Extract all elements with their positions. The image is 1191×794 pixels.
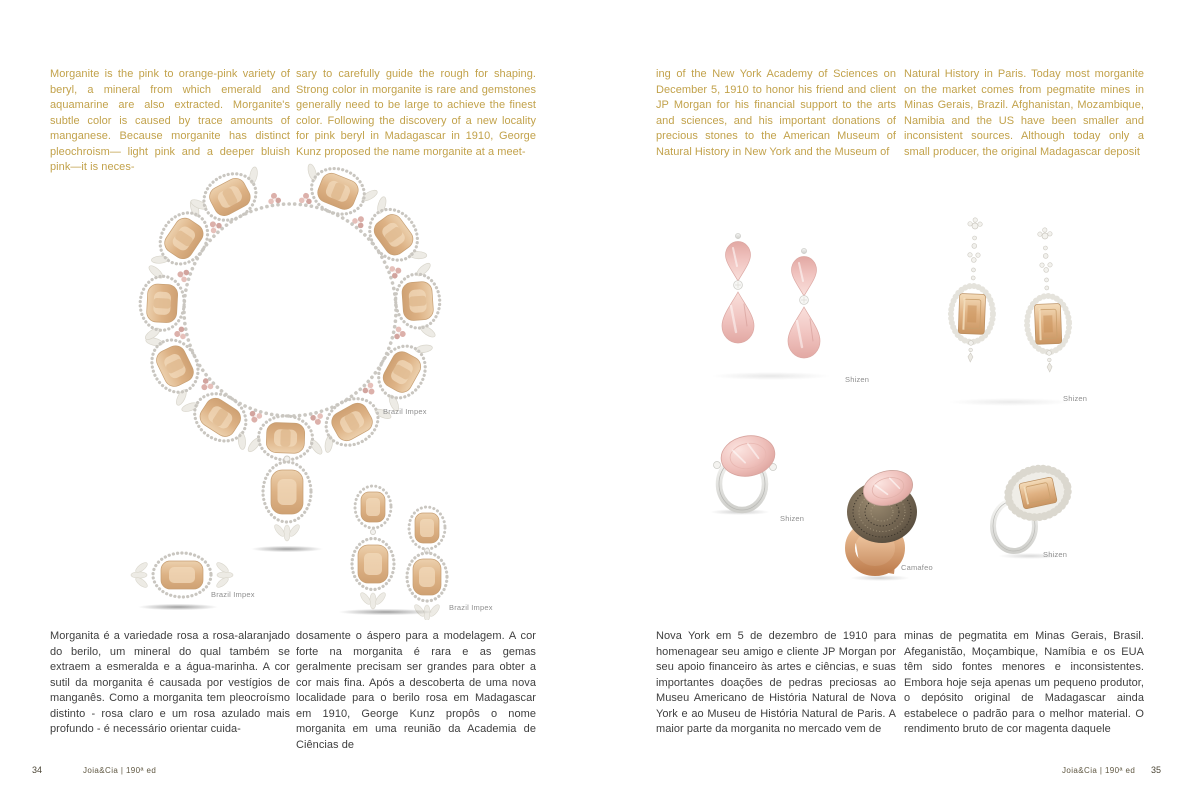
portuguese-text-left-col1: Morganita é a variedade rosa a rosa-alaranjado do berilo, um mineral do qual também se extraem a esmeralda e a água-marinha. A cor sutil da morganita é causada por vestígios de manganês. Como a morganita tem pleocroísmo distinto - rosa claro e um rosa azulado mais profundo - é necessário orientar cuida- xyxy=(50,630,290,735)
pink-drop-earrings-photo xyxy=(672,214,852,389)
credit-halo-ring: Shizen xyxy=(1043,550,1068,559)
english-text-right-col2: Natural History in Paris. Today most morganite on the market comes from pegmatite mines in Minas Gerais, Brazil. Afghanistan, Mozambique, Namibia and the US have been smaller and inconsistent sources. Although today only a small producer, the original Madagascar deposit xyxy=(904,68,1144,158)
credit-necklace: Brazil Impex xyxy=(383,407,427,416)
credit-pave-dome-ring: Camafeo xyxy=(901,563,933,572)
credit-champagne-drop-earrings: Shizen xyxy=(1063,394,1088,403)
credit-earrings: Brazil Impex xyxy=(449,603,493,612)
english-text-left-col2: sary to carefully guide the rough for shaping. Strong color in morganite is rare and gemstones generally need to be large to achieve the finest color. Following the discovery of a new locality for pink beryl in Madagascar in 1910, George Kunz proposed the name morganite at a meet- xyxy=(296,68,536,158)
earring-left xyxy=(352,486,394,609)
pink-oval-ring-photo xyxy=(692,424,805,524)
necklace-strand xyxy=(184,204,396,416)
bracelet-element xyxy=(131,553,233,610)
credit-pink-oval-ring: Shizen xyxy=(780,514,805,523)
earring-right xyxy=(407,507,447,620)
champagne-drop-earrings-photo xyxy=(935,212,1095,412)
footer-right: Joia&Cia | 190ª ed xyxy=(1062,766,1136,775)
page-number-right: 35 xyxy=(1151,765,1162,775)
credit-pink-drop-earrings: Shizen xyxy=(845,375,870,384)
credit-bracelet: Brazil Impex xyxy=(211,590,255,599)
portuguese-text-left-col2: dosamente o áspero para a modelagem. A cor forte na morganita é rara e as gemas geralmente precisam ser grandes para obter a cor mais fina. Após a descoberta de uma nova localidade para o berilo rosa em Madagascar em 1910, George Kunz propôs o nome morganita em uma reunião da Academia de Ciências de xyxy=(296,630,536,751)
footer-left: Joia&Cia | 190ª ed xyxy=(83,766,157,775)
halo-ring-photo xyxy=(972,448,1092,563)
portuguese-text-right-col1: Nova York em 5 de dezembro de 1910 para homenagear seu amigo e cliente JP Morgan por seu apoio financeiro às artes e ciências, e suas importantes doações de pedras preciosas ao Museu Americano de História Natural de Nova York e ao Museu de História Natural de Paris. A maior parte da morganita no mercado vem de xyxy=(656,630,896,735)
earring-pair xyxy=(338,486,447,620)
portuguese-text-right-col2: minas de pegmatita em Minas Gerais, Brasil. Afeganistão, Moçambique, Namíbia e os EUA têm sido fontes menores e inconsistentes. Embora hoje seja apenas um pequeno produtor, o depósito original de Madagascar ainda estabelece o padrão para o melhor material. O rendimento bruto de cor magenta daquele xyxy=(904,630,1144,735)
necklace-pendant xyxy=(251,456,323,552)
page-number-left: 34 xyxy=(32,765,43,775)
necklace-flower-clusters xyxy=(173,192,407,426)
morganite-necklace-illustration xyxy=(56,160,576,620)
english-text-left-col1: Morganite is the pink to orange-pink variety of beryl, a mineral from which emerald and aquamarine are also extracted. Morganite's subtle color is caused by trace amounts of manganese. Because morganite has distinct pleochroism— light pink and a deeper bluish pink—it is neces- xyxy=(50,68,290,173)
english-text-right-col1: ing of the New York Academy of Sciences on December 5, 1910 to honor his friend and client JP Morgan for his financial support to the arts and sciences, and his important donations of precious stones to the American Museum of Natural History in New York and the Museum of xyxy=(656,68,896,158)
